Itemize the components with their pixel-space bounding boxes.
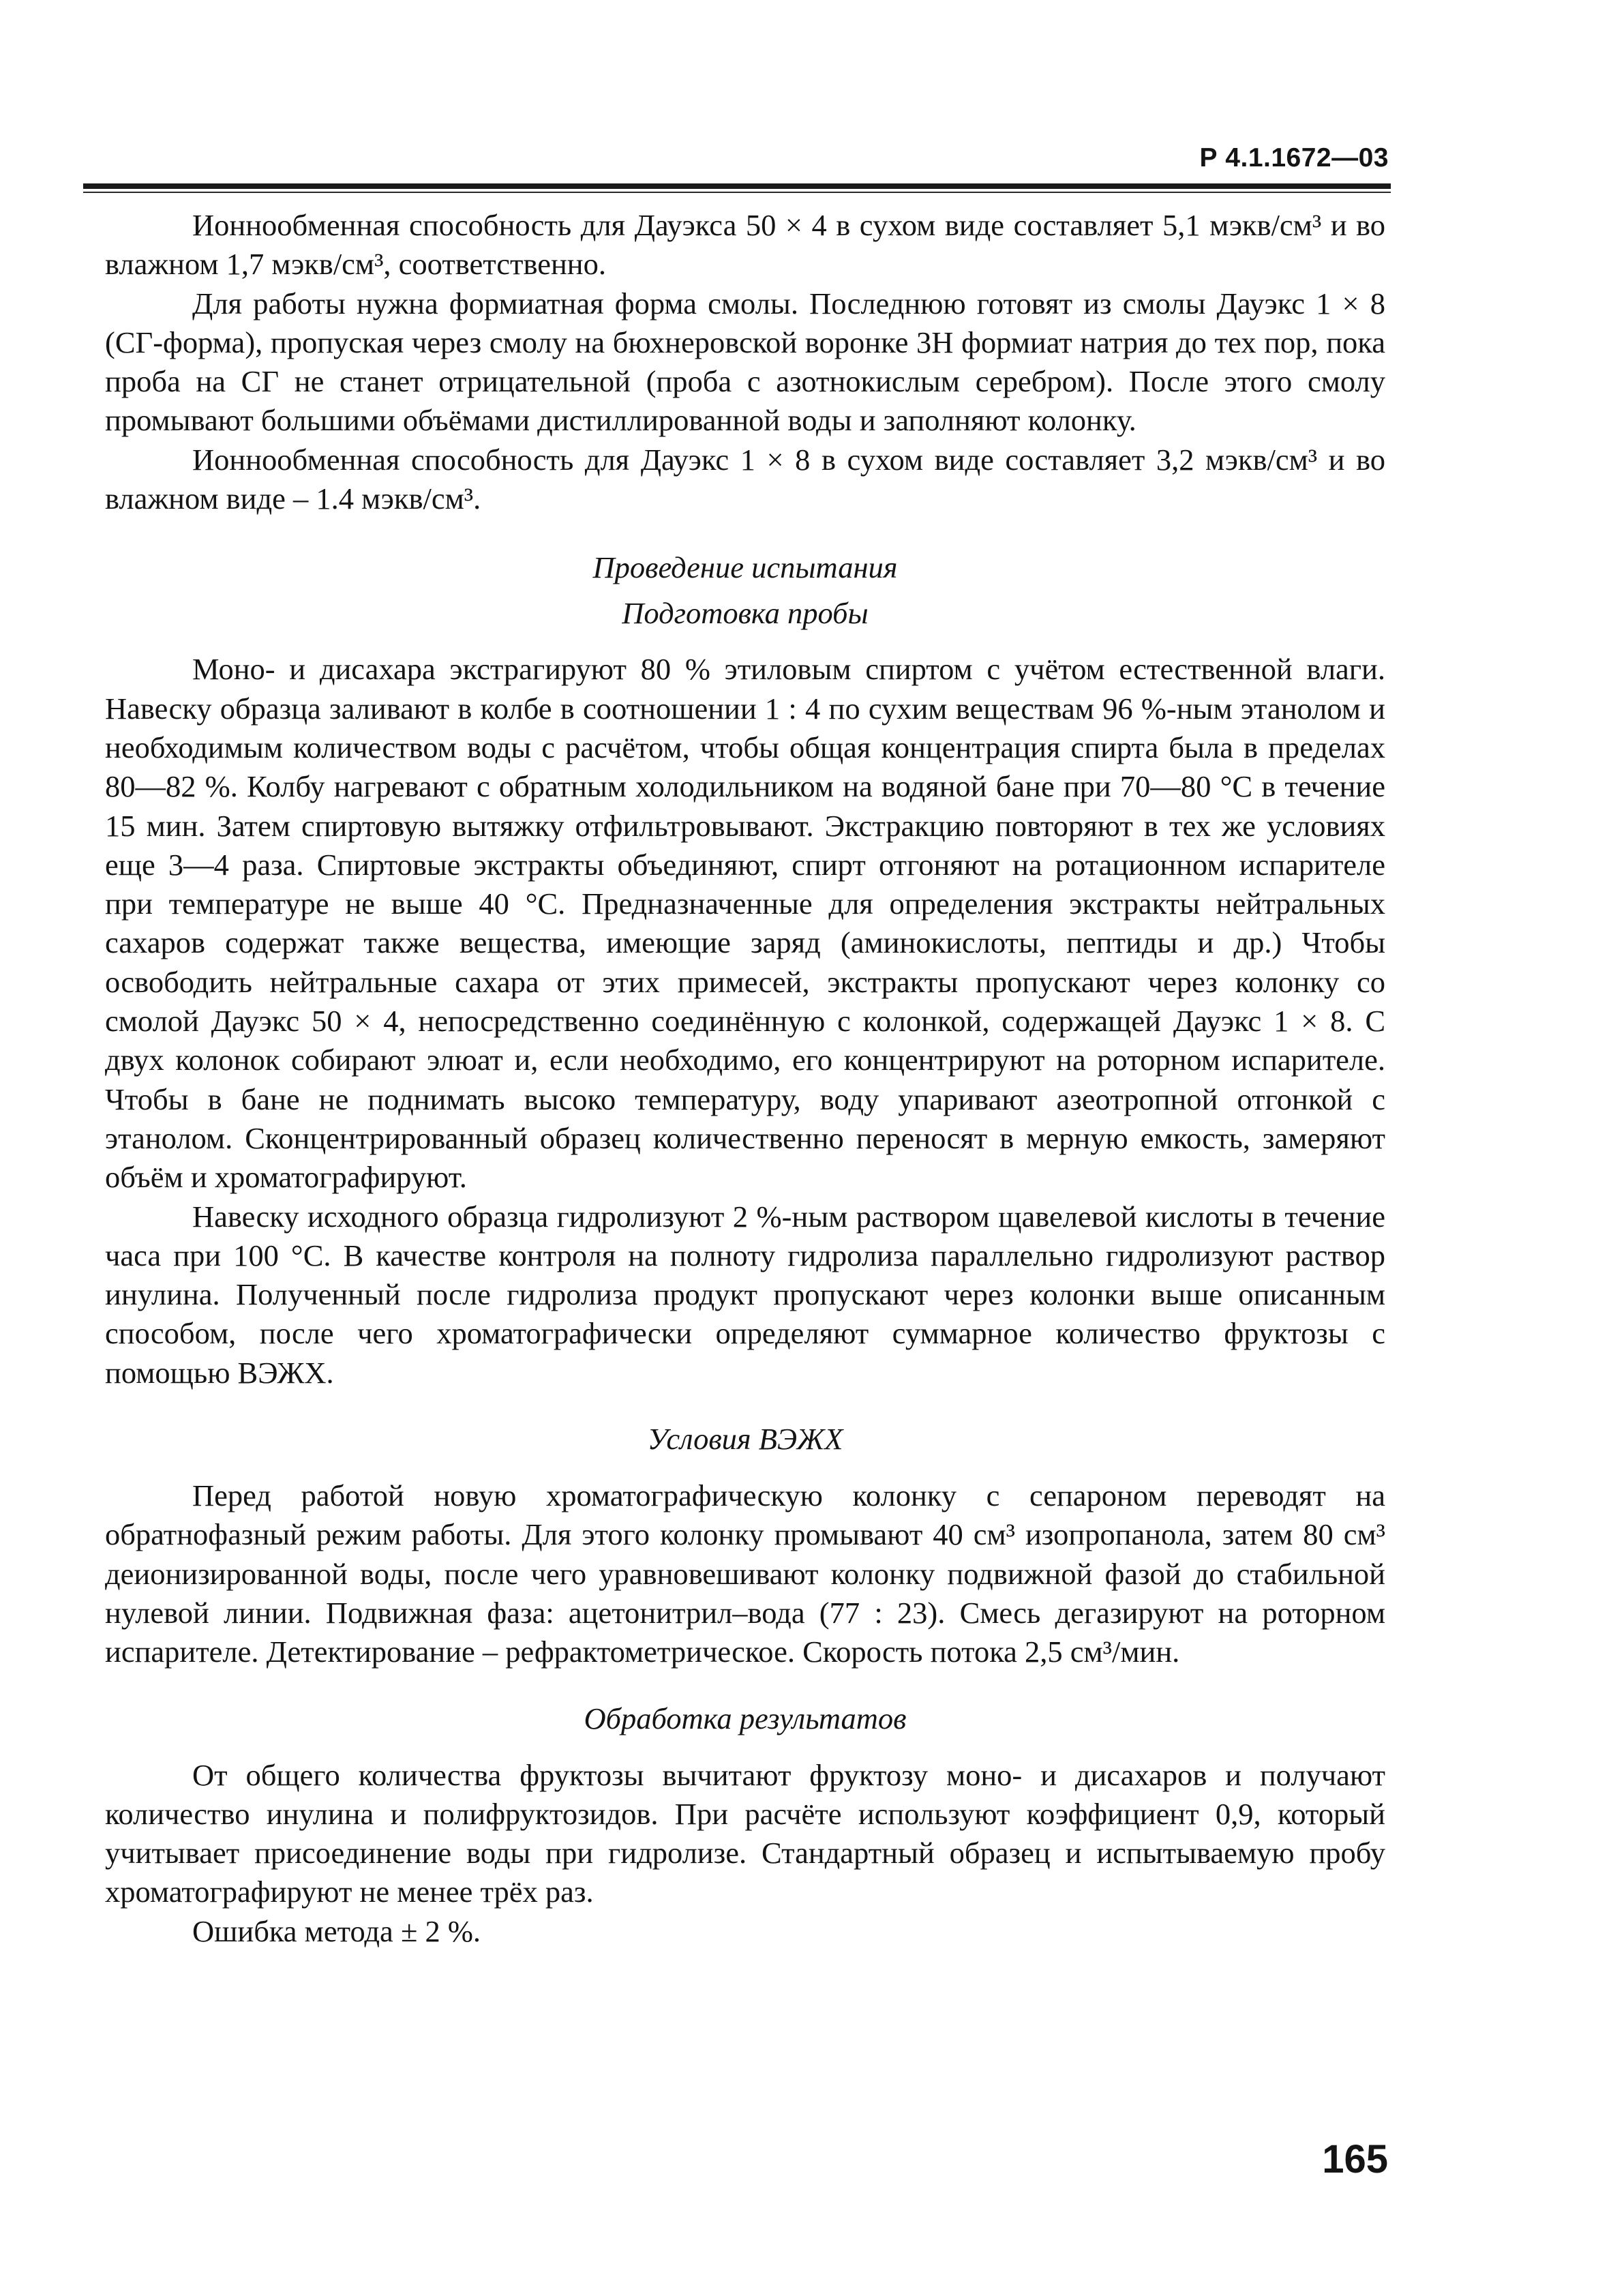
paragraph-ion-capacity-50x4: Ионнообменная способность для Дауэкса 50 × 4 в сухом виде составляет 5,1 мэкв/см³ и во влажном 1,7 мэкв/см³, соответственно. bbox=[105, 208, 1385, 282]
paragraph-extraction: Моно- и дисахара экстрагируют 80 % этиловым спиртом с учётом естественной влаги. Навеску образца заливают в колбе в соотношении 1 : 4 по сухим веществам 96 %-ным этанолом и необходимым количеством воды с расчётом, чтобы общая концентрация спирта была в пределах 80—82 %. Колбу нагревают с обратным холодильником на водяной бане при 70—80 °С в течение 15 мин. Затем спиртовую вытяжку отфильтровывают. Экстракцию повторяют в тех же условиях еще 3—4 раза. Спиртовые экстракты объединяют, спирт отгоняют на ротационном испарителе при температуре не выше 40 °С. Предназначенные для определения экстракты нейтральных сахаров содержат также вещества, имеющие заряд (аминокислоты, пептиды и др.) Чтобы освободить нейтральные сахара от этих примесей, экстракты пропускают через колонку со смолой Дауэкс 50 × 4, непосредственно соединённую с колонкой, содержащей Дауэкс 1 × 8. С двух колонок собирают элюат и, если необходимо, его концентрируют на роторном испарителе. Чтобы в бане не поднимать высоко температуру, воду упаривают азеотропной отгонкой с этанолом. Сконцентрированный образец количественно переносят в мерную емкость, замеряют объём и хроматографируют. bbox=[105, 652, 1385, 1195]
heading-hplc-conditions: Условия ВЭЖХ bbox=[647, 1422, 843, 1457]
paragraph-method-error: Ошибка метода ± 2 %. bbox=[192, 1913, 481, 1948]
paragraph-ion-capacity-1x8: Ионнообменная способность для Дауэкс 1 × 8 в сухом виде составляет 3,2 мэкв/см³ и во влажном виде – 1.4 мэкв/см³. bbox=[105, 442, 1385, 516]
document-code: Р 4.1.1672—03 bbox=[1199, 143, 1389, 173]
paragraph-calculation: От общего количества фруктозы вычитают фруктозу моно- и дисахаров и получают количество инулина и полифруктозидов. При расчёте используют коэффициент 0,9, который учитывает присоединение воды при гидролизе. Стандартный образец и испытываемую пробу хроматографируют не менее трёх раз. bbox=[105, 1757, 1385, 1909]
page-number: 165 bbox=[1322, 2137, 1388, 2181]
paragraph-formate-resin: Для работы нужна формиатная форма смолы. Последнюю готовят из смолы Дауэкс 1 × 8 (СГ-форма), пропуская через смолу на бюхнеровской воронке 3Н формиат натрия до тех пор, пока проба на СГ не станет отрицательной (проба с азотнокислым серебром). После этого смолу промывают большими объёмами дистиллированной воды и заполняют колонку. bbox=[105, 286, 1385, 438]
heading-test-procedure: Проведение испытания bbox=[592, 550, 898, 585]
page-body bbox=[105, 206, 1385, 1951]
heading-results-processing: Обработка результатов bbox=[584, 1701, 907, 1735]
header-rule-thin bbox=[83, 192, 1391, 193]
heading-sample-prep: Подготовка пробы bbox=[622, 596, 869, 631]
paragraph-hydrolysis: Навеску исходного образца гидролизуют 2 %-ным раствором щавелевой кислоты в течение часа при 100 °С. В качестве контроля на полноту гидролиза параллельно гидролизуют раствор инулина. Полученный после гидролиза продукт пропускают через колонки выше описанным способом, после чего хроматографически определяют суммарное количество фруктозы с помощью ВЭЖХ. bbox=[105, 1199, 1385, 1390]
header-rule bbox=[83, 183, 1391, 189]
paragraph-column-prep: Перед работой новую хроматографическую колонку с сепароном переводят на обратнофазный режим работы. Для этого колонку промывают 40 см³ изопропанола, затем 80 см³ деионизированной воды, после чего уравновешивают колонку подвижной фазой до стабильной нулевой линии. Подвижная фаза: ацетонитрил–вода (77 : 23). Смесь дегазируют на роторном испарителе. Детектирование – рефрактометрическое. Скорость потока 2,5 см³/мин. bbox=[105, 1478, 1385, 1669]
